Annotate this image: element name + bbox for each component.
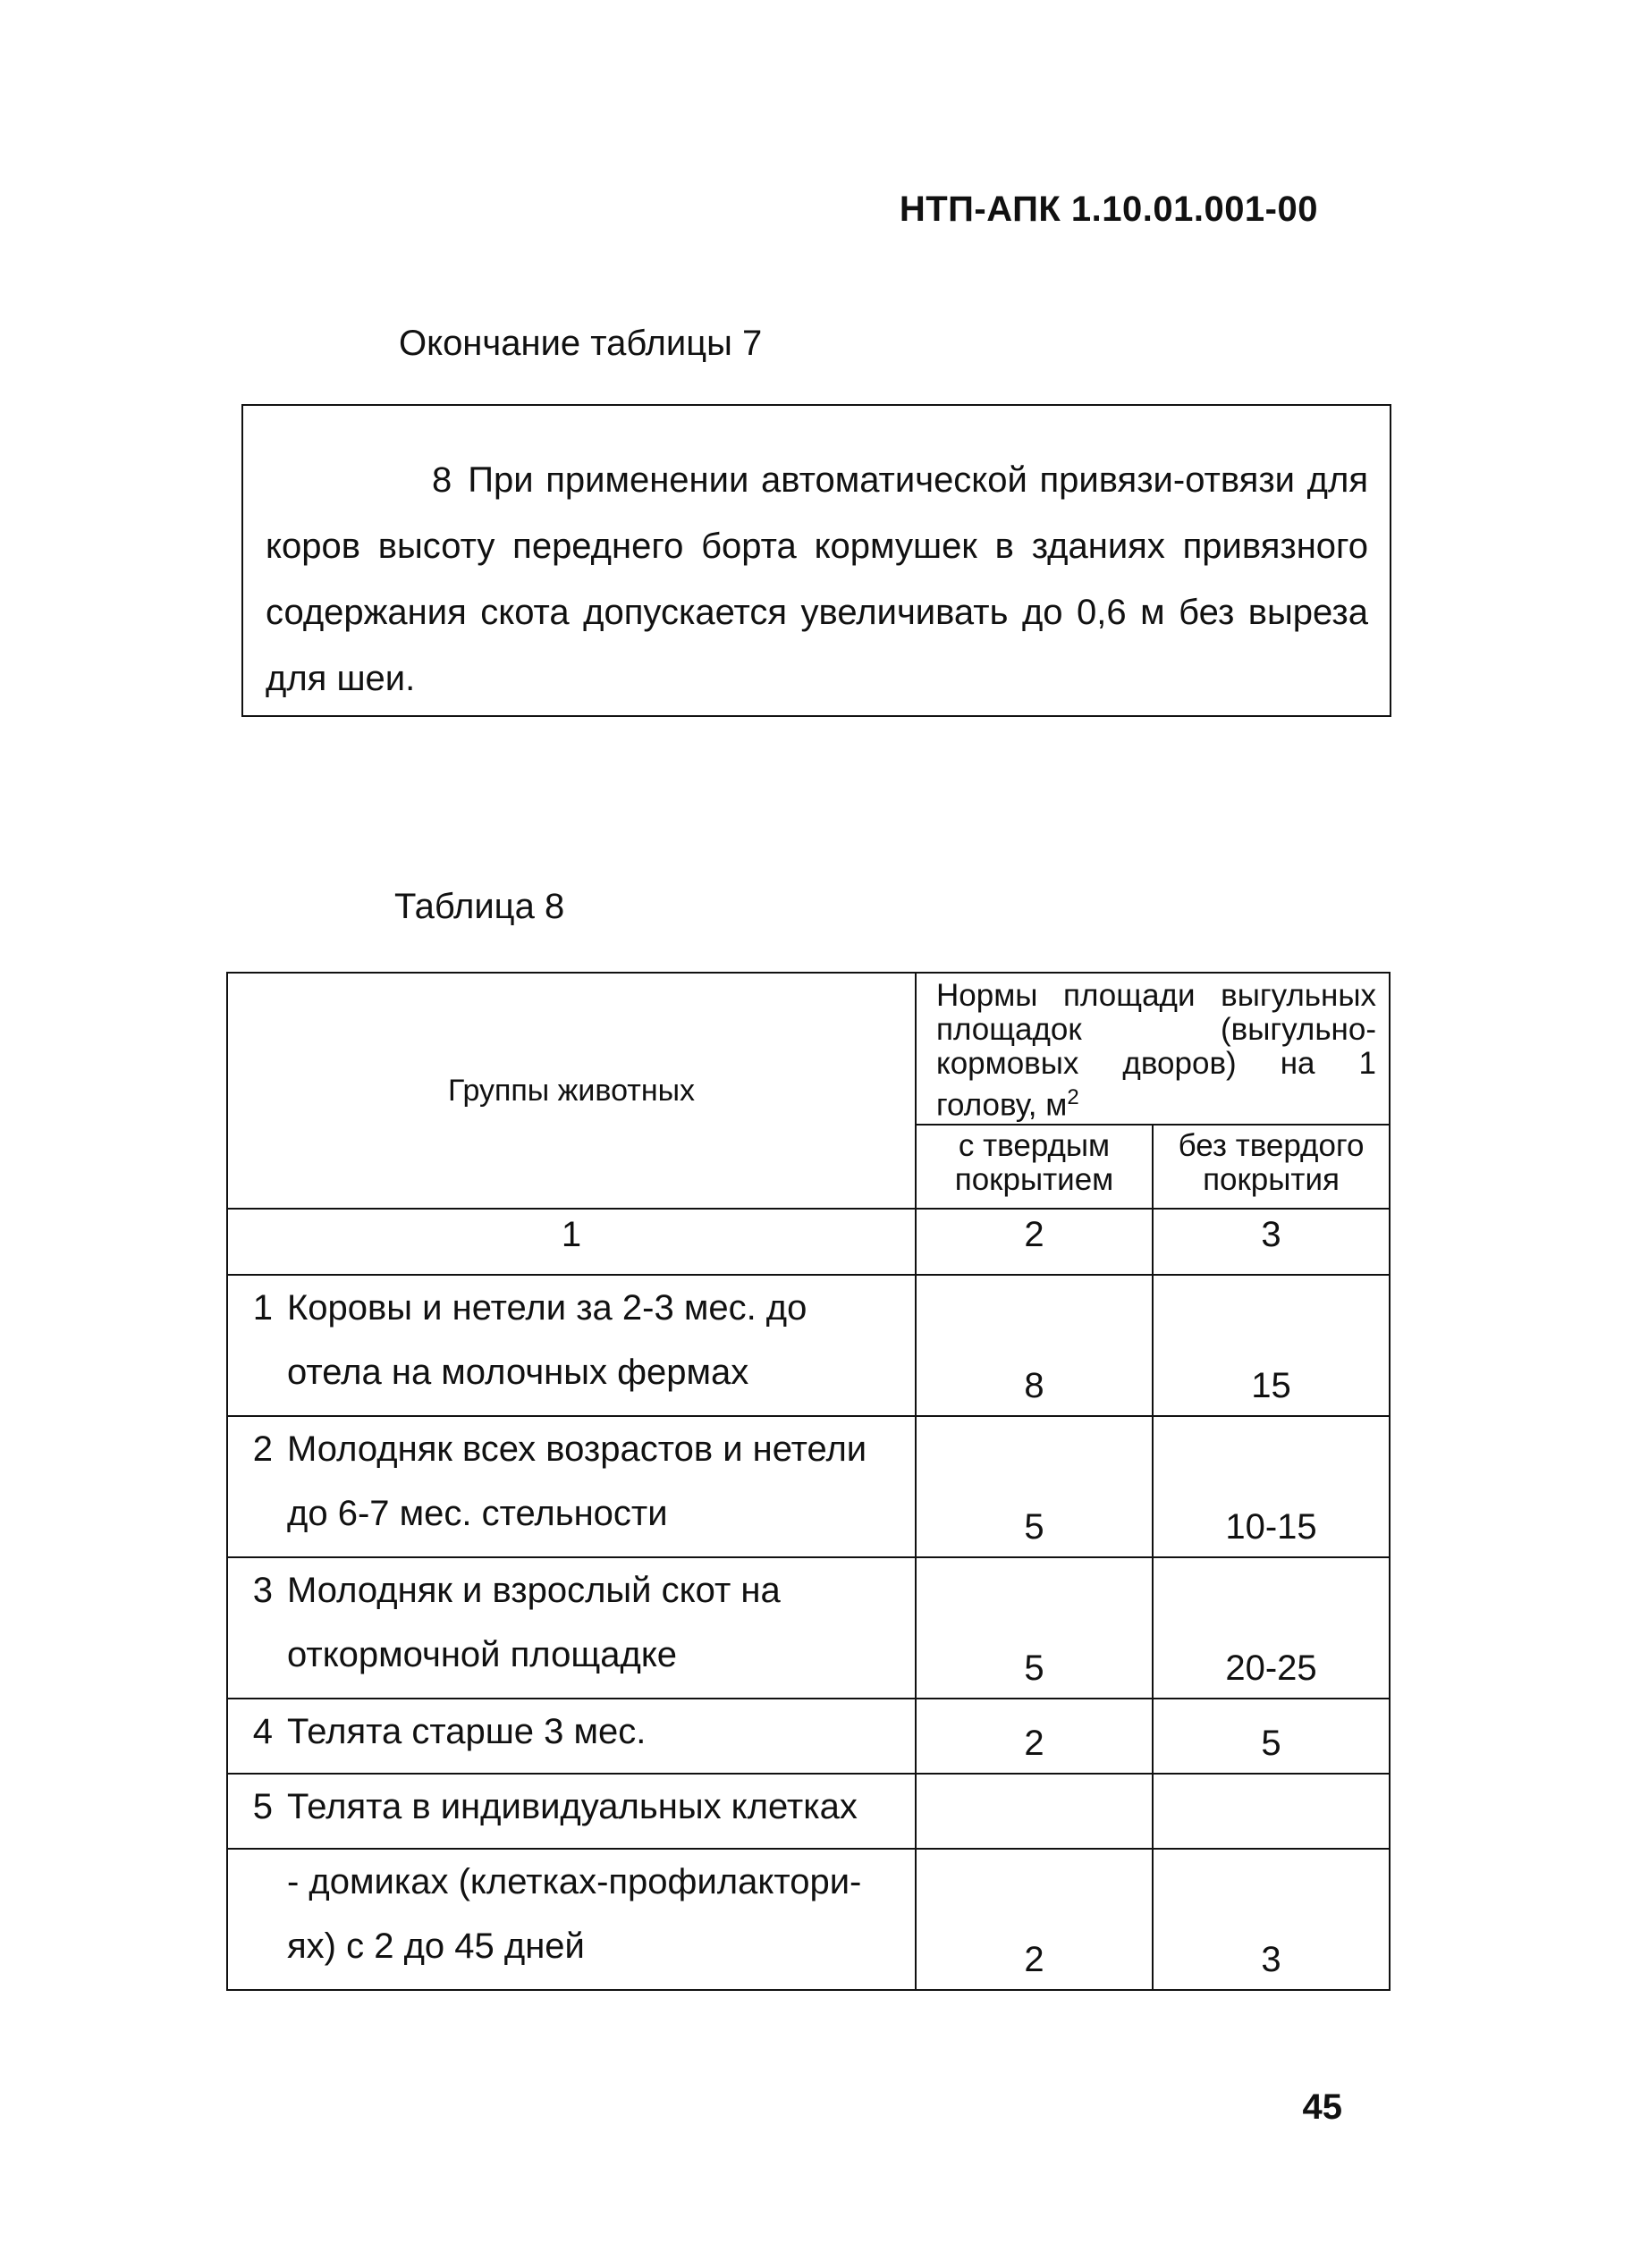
note-number: 8 xyxy=(432,460,452,500)
no-hard-surface-value: 5 xyxy=(1153,1699,1390,1774)
group-number xyxy=(228,1850,287,1978)
table8-caption: Таблица 8 xyxy=(394,887,565,926)
group-name: Коровы и нетели за 2-3 мес. до отела на молочных фермах xyxy=(287,1288,807,1392)
group-number: 4 xyxy=(252,1712,273,1751)
note-text: При применении автоматической привязи-отвязи для коров высоту переднего борта кормушек в зданиях привязного содержания скота допускается увеличивать до 0,6 м без выреза для шеи. xyxy=(266,460,1368,698)
group-name: Телята старше 3 мес. xyxy=(287,1712,647,1751)
table-row xyxy=(227,1557,1390,1699)
header-area-norms-sup: 2 xyxy=(1067,1085,1079,1109)
no-hard-surface-value: 20-25 xyxy=(1153,1557,1390,1699)
no-hard-surface-value: 15 xyxy=(1153,1275,1390,1416)
group-cell xyxy=(227,1557,916,1699)
header-area-norms xyxy=(916,973,1390,1125)
group-cell xyxy=(227,1774,916,1849)
table7-continuation-caption: Окончание таблицы 7 xyxy=(399,324,763,363)
group-number: 2 xyxy=(252,1429,273,1469)
group-cell xyxy=(227,1699,916,1774)
column-number-1: 1 xyxy=(227,1209,916,1275)
group-name: Телята в индивидуальных клетках xyxy=(287,1787,858,1826)
document-code: НТП-АПК 1.10.01.001-00 xyxy=(899,190,1318,229)
table-row xyxy=(227,1416,1390,1557)
hard-surface-value: 5 xyxy=(916,1416,1153,1557)
hard-surface-value: 8 xyxy=(916,1275,1153,1416)
header-no-hard-surface: без твердого покрытия xyxy=(1153,1125,1390,1209)
table7-note xyxy=(266,447,1368,712)
no-hard-surface-value: 10-15 xyxy=(1153,1416,1390,1557)
no-hard-surface-value xyxy=(1153,1774,1390,1849)
group-cell xyxy=(227,1416,916,1557)
table8-wrapper xyxy=(226,972,1389,1979)
header-animal-groups: Группы животных xyxy=(227,973,916,1209)
group-name: Молодняк и взрослый скот на откормочной площадке xyxy=(287,1571,781,1674)
table-row xyxy=(227,1849,1390,1990)
table-row xyxy=(227,1774,1390,1849)
group-number: 5 xyxy=(252,1787,273,1826)
column-number-3: 3 xyxy=(1153,1209,1390,1275)
table8 xyxy=(226,972,1391,1991)
column-number-row xyxy=(227,1209,1390,1275)
hard-surface-value: 2 xyxy=(916,1699,1153,1774)
header-area-norms-text: Нормы площади выгульных площадок (выгульно-кормовых дворов) на 1 голову, м xyxy=(936,978,1377,1123)
group-name: Молодняк всех возрастов и нетели до 6-7 мес. стельности xyxy=(287,1429,867,1533)
hard-surface-value: 5 xyxy=(916,1557,1153,1699)
column-number-2: 2 xyxy=(916,1209,1153,1275)
group-cell xyxy=(227,1849,916,1990)
table-row xyxy=(227,1275,1390,1416)
group-name: - домиках (клетках-профилактори-ях) с 2 до 45 дней xyxy=(287,1862,862,1966)
hard-surface-value: 2 xyxy=(916,1849,1153,1990)
table-row xyxy=(227,1699,1390,1774)
no-hard-surface-value: 3 xyxy=(1153,1849,1390,1990)
table7-note-box xyxy=(241,404,1391,717)
group-number: 3 xyxy=(252,1571,273,1610)
header-hard-surface: с твердым покрытием xyxy=(916,1125,1153,1209)
group-cell xyxy=(227,1275,916,1416)
hard-surface-value xyxy=(916,1774,1153,1849)
page-number: 45 xyxy=(1302,2087,1342,2127)
group-number: 1 xyxy=(252,1288,273,1328)
